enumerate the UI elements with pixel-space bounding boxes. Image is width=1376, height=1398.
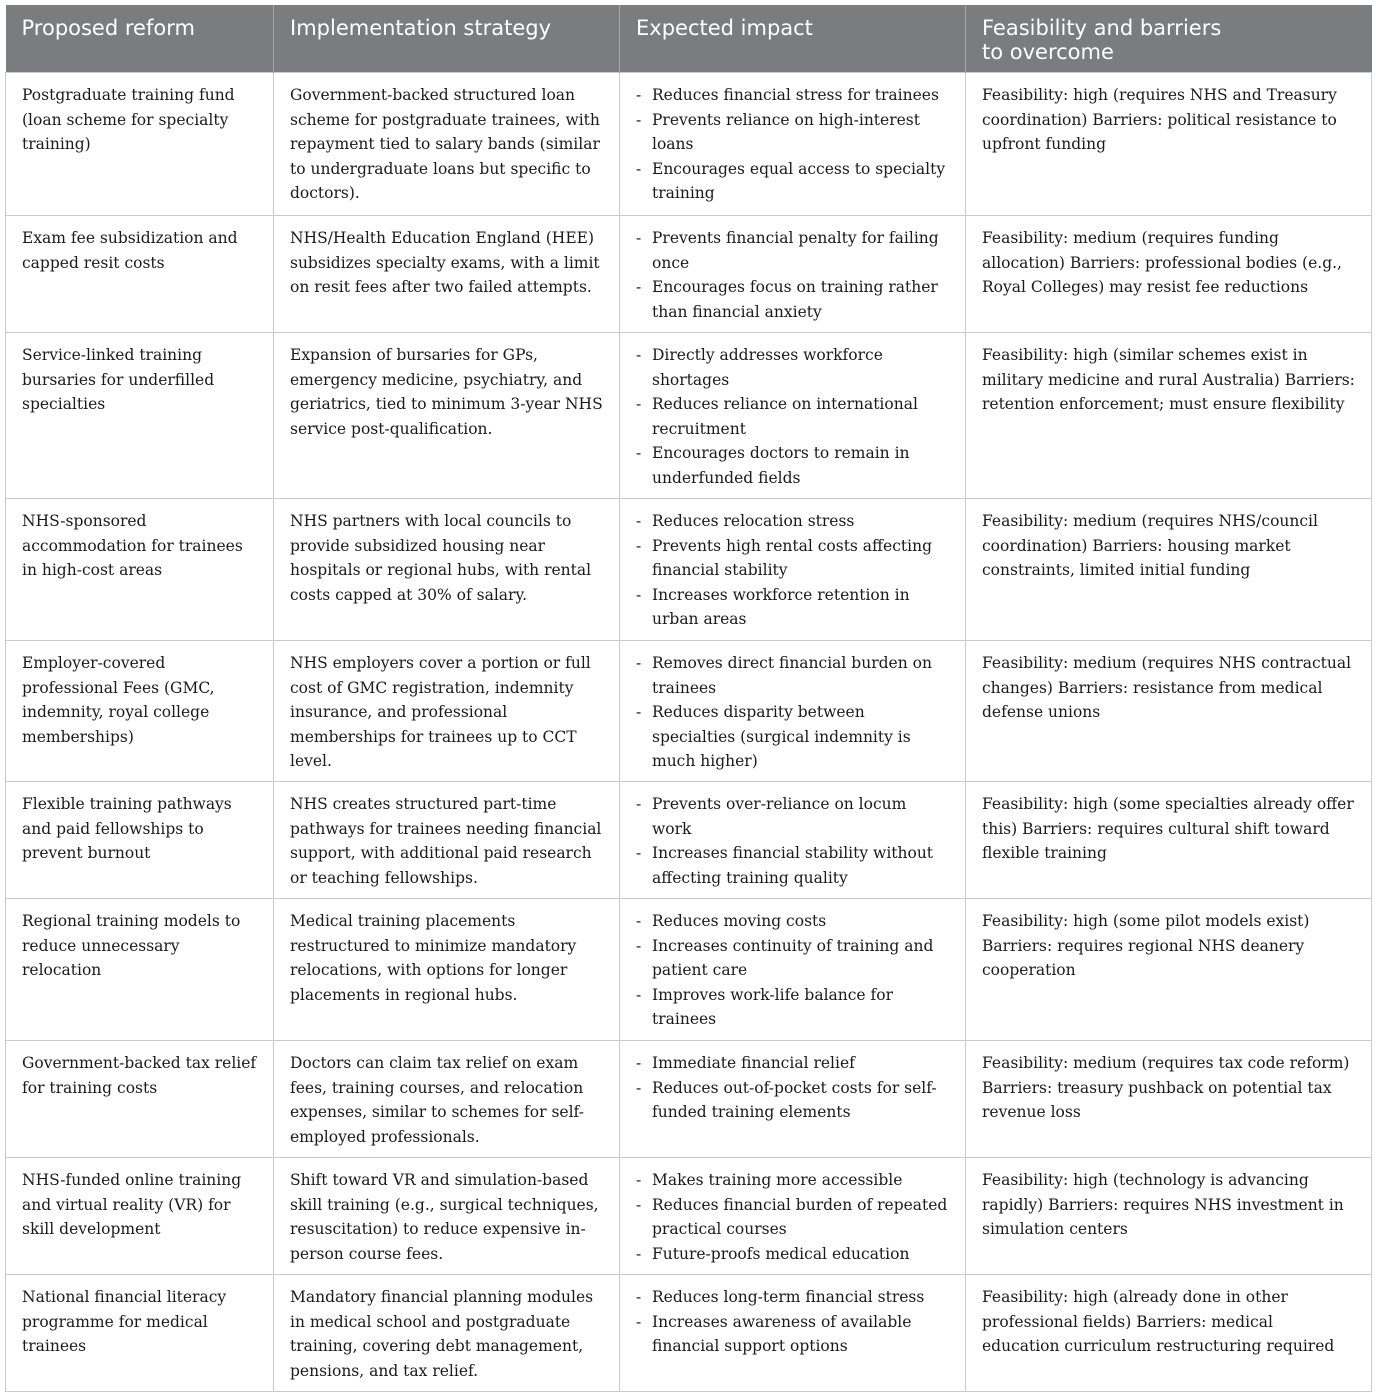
cell-expected-impact	[620, 1158, 966, 1275]
impact-list	[636, 1168, 949, 1266]
impact-list-item: - Reduces disparity between specialties (surgical indemnity is much higher)	[636, 700, 949, 774]
cell-implementation-strategy: NHS/Health Education England (HEE) subsidizes specialty exams, with a limit on resit fees after two failed attempts.	[274, 216, 620, 333]
cell-proposed-reform: Employer-covered professional Fees (GMC, indemnity, royal college memberships)	[6, 641, 274, 782]
cell-proposed-reform: Exam fee subsidization and capped resit costs	[6, 216, 274, 333]
header-proposed-reform: Proposed reform	[6, 5, 274, 73]
cell-expected-impact	[620, 782, 966, 899]
table-body	[6, 73, 1372, 1392]
cell-implementation-strategy: NHS creates structured part-time pathways for trainees needing financial support, with additional paid research or teaching fellowships.	[274, 782, 620, 899]
table-row	[6, 641, 1372, 782]
table-row	[6, 333, 1372, 499]
impact-list-item: - Directly addresses workforce shortages	[636, 343, 949, 392]
impact-list	[636, 1285, 949, 1359]
header-expected-impact: Expected impact	[620, 5, 966, 73]
cell-proposed-reform: Postgraduate training fund (loan scheme for specialty training)	[6, 73, 274, 216]
cell-implementation-strategy: NHS partners with local councils to provide subsidized housing near hospitals or regional hubs, with rental costs capped at 30% of salary.	[274, 499, 620, 641]
cell-feasibility-barriers: Feasibility: high (some pilot models exist) Barriers: requires regional NHS deanery cooperation	[966, 899, 1372, 1041]
cell-proposed-reform: Service-linked training bursaries for underfilled specialties	[6, 333, 274, 499]
header-feasibility-line1: Feasibility and barriers	[982, 16, 1222, 40]
cell-feasibility-barriers: Feasibility: medium (requires NHS contractual changes) Barriers: resistance from medical defense unions	[966, 641, 1372, 782]
impact-list-item: - Reduces financial stress for trainees	[636, 83, 949, 108]
impact-list-item: - Reduces moving costs	[636, 909, 949, 934]
impact-list	[636, 792, 949, 890]
impact-list-item: - Improves work-life balance for trainees	[636, 983, 949, 1032]
table-row	[6, 899, 1372, 1041]
cell-implementation-strategy: Mandatory financial planning modules in medical school and postgraduate training, covering debt management, pensions, and tax relief.	[274, 1275, 620, 1392]
impact-list-item: - Increases awareness of available financial support options	[636, 1310, 949, 1359]
table-row	[6, 1158, 1372, 1275]
impact-list-item: - Reduces long-term financial stress	[636, 1285, 949, 1310]
impact-list	[636, 1051, 949, 1125]
table-row	[6, 1041, 1372, 1158]
impact-list-item: - Future-proofs medical education	[636, 1242, 949, 1267]
cell-implementation-strategy: NHS employers cover a portion or full cost of GMC registration, indemnity insurance, and professional memberships for trainees up to CCT level.	[274, 641, 620, 782]
cell-proposed-reform: NHS-funded online training and virtual reality (VR) for skill development	[6, 1158, 274, 1275]
impact-list-item: - Prevents financial penalty for failing once	[636, 226, 949, 275]
impact-list-item: - Increases financial stability without affecting training quality	[636, 841, 949, 890]
cell-implementation-strategy: Government-backed structured loan scheme for postgraduate trainees, with repayment tied to salary bands (similar to undergraduate loans but specific to doctors).	[274, 73, 620, 216]
header-row	[6, 5, 1372, 73]
cell-expected-impact	[620, 216, 966, 333]
impact-list	[636, 509, 949, 632]
cell-implementation-strategy: Medical training placements restructured to minimize mandatory relocations, with options for longer placements in regional hubs.	[274, 899, 620, 1041]
impact-list	[636, 343, 949, 491]
cell-feasibility-barriers: Feasibility: high (similar schemes exist in military medicine and rural Australia) Barriers: retention enforcement; must ensure flexibility	[966, 333, 1372, 499]
impact-list-item: - Reduces out-of-pocket costs for self-funded training elements	[636, 1076, 949, 1125]
header-feasibility-line2: to overcome	[982, 40, 1114, 64]
cell-proposed-reform: NHS-sponsored accommodation for trainees in high-cost areas	[6, 499, 274, 641]
table-header	[6, 5, 1372, 73]
table-row	[6, 499, 1372, 641]
impact-list-item: - Prevents over-reliance on locum work	[636, 792, 949, 841]
impact-list-item: - Increases continuity of training and patient care	[636, 934, 949, 983]
cell-feasibility-barriers: Feasibility: high (requires NHS and Treasury coordination) Barriers: political resistance to upfront funding	[966, 73, 1372, 216]
cell-expected-impact	[620, 1041, 966, 1158]
cell-expected-impact	[620, 1275, 966, 1392]
cell-expected-impact	[620, 899, 966, 1041]
cell-feasibility-barriers: Feasibility: medium (requires funding allocation) Barriers: professional bodies (e.g., Royal Colleges) may resist fee reductions	[966, 216, 1372, 333]
cell-implementation-strategy: Shift toward VR and simulation-based skill training (e.g., surgical techniques, resuscitation) to reduce expensive in-person course fees.	[274, 1158, 620, 1275]
impact-list	[636, 226, 949, 324]
cell-expected-impact	[620, 641, 966, 782]
reform-table-container	[5, 5, 1371, 1392]
cell-feasibility-barriers: Feasibility: high (already done in other professional fields) Barriers: medical education curriculum restructuring required	[966, 1275, 1372, 1392]
cell-expected-impact	[620, 73, 966, 216]
cell-proposed-reform: Flexible training pathways and paid fellowships to prevent burnout	[6, 782, 274, 899]
table-row	[6, 73, 1372, 216]
impact-list-item: - Reduces relocation stress	[636, 509, 949, 534]
impact-list-item: - Prevents reliance on high-interest loans	[636, 108, 949, 157]
cell-implementation-strategy: Doctors can claim tax relief on exam fees, training courses, and relocation expenses, similar to schemes for self-employed professionals.	[274, 1041, 620, 1158]
cell-implementation-strategy: Expansion of bursaries for GPs, emergency medicine, psychiatry, and geriatrics, tied to minimum 3-year NHS service post-qualification.	[274, 333, 620, 499]
impact-list	[636, 909, 949, 1032]
table-row	[6, 1275, 1372, 1392]
cell-proposed-reform: National financial literacy programme for medical trainees	[6, 1275, 274, 1392]
header-feasibility-barriers	[966, 5, 1372, 73]
cell-proposed-reform: Government-backed tax relief for training costs	[6, 1041, 274, 1158]
cell-expected-impact	[620, 333, 966, 499]
cell-feasibility-barriers: Feasibility: medium (requires NHS/council coordination) Barriers: housing market constraints, limited initial funding	[966, 499, 1372, 641]
cell-feasibility-barriers: Feasibility: high (some specialties already offer this) Barriers: requires cultural shift toward flexible training	[966, 782, 1372, 899]
header-implementation-strategy: Implementation strategy	[274, 5, 620, 73]
cell-feasibility-barriers: Feasibility: high (technology is advancing rapidly) Barriers: requires NHS investment in simulation centers	[966, 1158, 1372, 1275]
impact-list-item: - Removes direct financial burden on trainees	[636, 651, 949, 700]
impact-list-item: - Reduces reliance on international recruitment	[636, 392, 949, 441]
impact-list-item: - Increases workforce retention in urban areas	[636, 583, 949, 632]
impact-list-item: - Encourages equal access to specialty training	[636, 157, 949, 206]
impact-list-item: - Encourages doctors to remain in underfunded fields	[636, 441, 949, 490]
cell-feasibility-barriers: Feasibility: medium (requires tax code reform) Barriers: treasury pushback on potential tax revenue loss	[966, 1041, 1372, 1158]
cell-expected-impact	[620, 499, 966, 641]
impact-list-item: - Reduces financial burden of repeated practical courses	[636, 1193, 949, 1242]
impact-list-item: - Makes training more accessible	[636, 1168, 949, 1193]
cell-proposed-reform: Regional training models to reduce unnecessary relocation	[6, 899, 274, 1041]
impact-list-item: - Prevents high rental costs affecting financial stability	[636, 534, 949, 583]
impact-list-item: - Immediate financial relief	[636, 1051, 949, 1076]
impact-list-item: - Encourages focus on training rather than financial anxiety	[636, 275, 949, 324]
table-row	[6, 216, 1372, 333]
reform-table	[5, 5, 1372, 1392]
impact-list	[636, 83, 949, 206]
table-row	[6, 782, 1372, 899]
impact-list	[636, 651, 949, 774]
